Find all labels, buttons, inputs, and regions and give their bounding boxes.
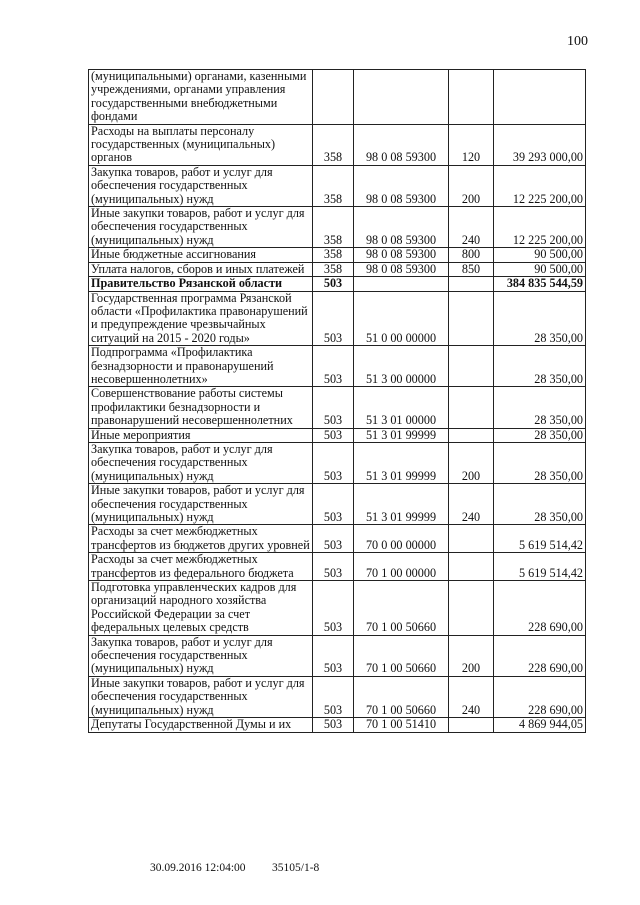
- row-target-code: 98 0 08 59300: [354, 248, 449, 262]
- row-name: Иные закупки товаров, работ и услуг для обеспечения государственных (муниципальных) нужд: [89, 207, 313, 248]
- table-row: [89, 676, 586, 717]
- row-amount: 28 350,00: [494, 291, 586, 346]
- table-row: [89, 291, 586, 346]
- row-dept-code: 503: [313, 718, 354, 732]
- row-target-code: [354, 277, 449, 291]
- row-name: Депутаты Государственной Думы и их: [89, 718, 313, 732]
- row-name: Подготовка управленческих кадров для организаций народного хозяйства Российской Федерации за счет федеральных целевых средств: [89, 581, 313, 636]
- row-expense-type: [449, 70, 494, 125]
- row-name: Правительство Рязанской области: [89, 277, 313, 291]
- table-row: [89, 262, 586, 276]
- row-amount: 28 350,00: [494, 484, 586, 525]
- row-target-code: 70 1 00 00000: [354, 553, 449, 581]
- row-amount: 228 690,00: [494, 676, 586, 717]
- row-name: Иные закупки товаров, работ и услуг для обеспечения государственных (муниципальных) нужд: [89, 676, 313, 717]
- row-amount: 28 350,00: [494, 442, 586, 483]
- row-amount: 228 690,00: [494, 635, 586, 676]
- row-expense-type: 240: [449, 207, 494, 248]
- row-amount: 90 500,00: [494, 262, 586, 276]
- row-dept-code: 503: [313, 346, 354, 387]
- row-name: Расходы на выплаты персоналу государственных (муниципальных) органов: [89, 124, 313, 165]
- row-amount: 5 619 514,42: [494, 553, 586, 581]
- row-dept-code: 503: [313, 428, 354, 442]
- page-number: 100: [567, 34, 588, 49]
- row-expense-type: [449, 525, 494, 553]
- row-dept-code: 503: [313, 635, 354, 676]
- row-target-code: 70 0 00 00000: [354, 525, 449, 553]
- row-dept-code: 503: [313, 525, 354, 553]
- row-target-code: 51 0 00 00000: [354, 291, 449, 346]
- row-amount: [494, 70, 586, 125]
- row-target-code: 98 0 08 59300: [354, 262, 449, 276]
- row-dept-code: 503: [313, 553, 354, 581]
- row-target-code: 98 0 08 59300: [354, 124, 449, 165]
- row-amount: 12 225 200,00: [494, 207, 586, 248]
- row-expense-type: [449, 553, 494, 581]
- row-dept-code: 358: [313, 262, 354, 276]
- row-amount: 28 350,00: [494, 428, 586, 442]
- table-row: [89, 553, 586, 581]
- row-dept-code: 503: [313, 291, 354, 346]
- row-name: Закупка товаров, работ и услуг для обеспечения государственных (муниципальных) нужд: [89, 165, 313, 206]
- row-name: Совершенствование работы системы профилактики безнадзорности и правонарушений несовершеннолетних: [89, 387, 313, 428]
- row-amount: 90 500,00: [494, 248, 586, 262]
- row-dept-code: 503: [313, 277, 354, 291]
- row-dept-code: 358: [313, 124, 354, 165]
- row-dept-code: 503: [313, 442, 354, 483]
- row-amount: 4 869 944,05: [494, 718, 586, 732]
- row-target-code: 70 1 00 50660: [354, 676, 449, 717]
- row-expense-type: 240: [449, 676, 494, 717]
- row-amount: 12 225 200,00: [494, 165, 586, 206]
- row-name: Закупка товаров, работ и услуг для обеспечения государственных (муниципальных) нужд: [89, 442, 313, 483]
- row-name: Иные закупки товаров, работ и услуг для обеспечения государственных (муниципальных) нужд: [89, 484, 313, 525]
- table-row: [89, 124, 586, 165]
- row-dept-code: 358: [313, 248, 354, 262]
- row-name: Уплата налогов, сборов и иных платежей: [89, 262, 313, 276]
- table-row: [89, 70, 586, 125]
- row-target-code: 70 1 00 50660: [354, 635, 449, 676]
- row-target-code: 51 3 01 99999: [354, 428, 449, 442]
- row-expense-type: 120: [449, 124, 494, 165]
- row-dept-code: 358: [313, 165, 354, 206]
- row-target-code: 70 1 00 50660: [354, 581, 449, 636]
- row-name: Расходы за счет межбюджетных трансфертов из федерального бюджета: [89, 553, 313, 581]
- row-dept-code: [313, 70, 354, 125]
- row-target-code: 70 1 00 51410: [354, 718, 449, 732]
- row-name: Государственная программа Рязанской области «Профилактика правонарушений и предупреждение чрезвычайных ситуаций на 2015 - 2020 годы»: [89, 291, 313, 346]
- row-target-code: 51 3 01 00000: [354, 387, 449, 428]
- row-dept-code: 503: [313, 484, 354, 525]
- row-expense-type: 850: [449, 262, 494, 276]
- table-row: [89, 525, 586, 553]
- row-name: (муниципальными) органами, казенными учреждениями, органами управления государственными внебюджетными фондами: [89, 70, 313, 125]
- row-dept-code: 503: [313, 581, 354, 636]
- table-row: [89, 428, 586, 442]
- row-name: Расходы за счет межбюджетных трансфертов из бюджетов других уровней: [89, 525, 313, 553]
- row-name: Иные мероприятия: [89, 428, 313, 442]
- table-row: [89, 442, 586, 483]
- table-row: [89, 248, 586, 262]
- row-target-code: 98 0 08 59300: [354, 207, 449, 248]
- table-row: [89, 277, 586, 291]
- table-row: [89, 581, 586, 636]
- row-expense-type: 200: [449, 635, 494, 676]
- row-dept-code: 503: [313, 676, 354, 717]
- row-name: Иные бюджетные ассигнования: [89, 248, 313, 262]
- table-row: [89, 718, 586, 732]
- table-row: [89, 387, 586, 428]
- row-target-code: 51 3 01 99999: [354, 442, 449, 483]
- row-dept-code: 358: [313, 207, 354, 248]
- row-target-code: 51 3 01 99999: [354, 484, 449, 525]
- row-expense-type: [449, 581, 494, 636]
- row-expense-type: [449, 428, 494, 442]
- row-expense-type: 800: [449, 248, 494, 262]
- row-expense-type: [449, 277, 494, 291]
- row-amount: 5 619 514,42: [494, 525, 586, 553]
- row-amount: 228 690,00: [494, 581, 586, 636]
- row-expense-type: 240: [449, 484, 494, 525]
- row-target-code: 98 0 08 59300: [354, 165, 449, 206]
- row-name: Закупка товаров, работ и услуг для обеспечения государственных (муниципальных) нужд: [89, 635, 313, 676]
- table-row: [89, 346, 586, 387]
- row-amount: 39 293 000,00: [494, 124, 586, 165]
- table-row: [89, 165, 586, 206]
- row-expense-type: [449, 291, 494, 346]
- budget-table: [88, 69, 586, 733]
- row-amount: 28 350,00: [494, 346, 586, 387]
- row-amount: 384 835 544,59: [494, 277, 586, 291]
- row-name: Подпрограмма «Профилактика безнадзорности и правонарушений несовершеннолетних»: [89, 346, 313, 387]
- row-amount: 28 350,00: [494, 387, 586, 428]
- table-row: [89, 635, 586, 676]
- table-row: [89, 207, 586, 248]
- table-row: [89, 484, 586, 525]
- row-dept-code: 503: [313, 387, 354, 428]
- row-expense-type: [449, 718, 494, 732]
- row-expense-type: 200: [449, 165, 494, 206]
- row-target-code: [354, 70, 449, 125]
- row-expense-type: 200: [449, 442, 494, 483]
- row-expense-type: [449, 387, 494, 428]
- row-expense-type: [449, 346, 494, 387]
- footer-doc-number: 35105/1-8: [272, 862, 320, 874]
- row-target-code: 51 3 00 00000: [354, 346, 449, 387]
- footer-date: 30.09.2016 12:04:00: [150, 862, 246, 874]
